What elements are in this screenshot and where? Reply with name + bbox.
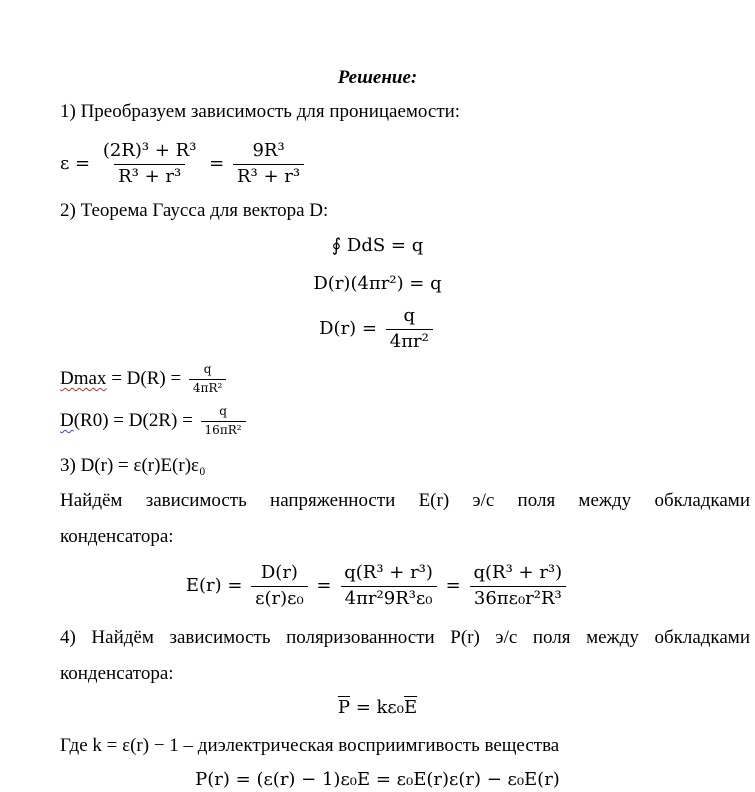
dr0-num: q (219, 404, 227, 419)
e-f3-den: 36πε₀r²R³ (470, 586, 566, 610)
dr0-line (60, 404, 249, 438)
dmax-fraction (189, 363, 226, 396)
d-of-r-den: 4πr² (386, 329, 433, 353)
dr0-den: 16πR² (201, 421, 246, 438)
step1-frac2-den: R³ + r³ (233, 164, 304, 188)
step1-equation (60, 138, 307, 190)
susceptibility-line: Где k = ε(r) − 1 – диэлектрическая восприимгивость вещества (60, 735, 560, 756)
dmax-line (60, 362, 229, 396)
e-f2-num: q(R³ + r³) (344, 561, 433, 583)
step3-paragraph-line1: Найдём зависимость напряженности E(r) э/с поля между обкладками (60, 490, 750, 511)
dr0-rest: (R0) = D(2R) = (73, 410, 198, 431)
e-lhs: E(r) = (185, 575, 243, 596)
e-f2-den: 4πr²9R³ε₀ (341, 586, 437, 610)
d-of-r-fraction (386, 306, 433, 352)
d-of-r-num: q (403, 305, 416, 326)
e-f3-num: q(R³ + r³) (473, 561, 563, 583)
step3-text: 3) D(r) = ε(r)E(r)ε₀ (60, 455, 206, 476)
step1-frac2-num: 9R³ (252, 139, 285, 161)
polarization-equation (0, 696, 755, 720)
e-f1-den: ε(r)ε₀ (251, 586, 308, 610)
d-of-r-lhs: D(r) = (319, 318, 378, 340)
gauss-sphere: D(r)(4πr²) = q (313, 273, 442, 294)
step1-fraction-1 (99, 141, 201, 187)
d-of-r-equation (0, 306, 755, 352)
p-mid: = kε₀ (350, 697, 404, 718)
e-fraction-2 (340, 563, 437, 609)
step1-text: 1) Преобразуем зависимость для проницаемости: (60, 101, 461, 122)
e-vector: $\overline{E}$ (403, 697, 418, 718)
solution-heading: Решение: (337, 67, 418, 88)
dmax-num: q (203, 362, 212, 377)
step3-paragraph-line2: конденсатора: (60, 526, 174, 547)
step1-frac1-den: R³ + r³ (114, 164, 185, 188)
e-fraction-3 (469, 563, 566, 609)
e-of-r-equation (0, 560, 755, 612)
step1-equals: = (209, 153, 225, 174)
step1-lhs: ε = (60, 153, 91, 174)
dmax-den: 4πR² (189, 379, 226, 396)
step4-paragraph-line1: 4) Найдём зависимость поляризованности P(r) э/с поля между обкладками (60, 627, 750, 648)
e-equals-2: = (445, 575, 461, 596)
dmax-word: Dmax (60, 368, 107, 389)
step2-text: 2) Теорема Гаусса для вектора D: (60, 200, 329, 221)
dmax-mid: = D(R) = (106, 368, 186, 389)
step1-frac1-num: (2R)³ + R³ (102, 139, 197, 161)
dr0-fraction (201, 405, 246, 438)
gauss-integral: ∮ DdS = q (331, 235, 424, 256)
last-equation: P(r) = (ε(r) − 1)ε₀E = ε₀E(r)ε(r) − ε₀E(r) (195, 769, 560, 790)
e-equals-1: = (316, 575, 332, 596)
dr0-word: D (60, 410, 74, 431)
e-f1-num: D(r) (260, 561, 298, 583)
step1-fraction-2 (233, 141, 304, 187)
step4-paragraph-line2: конденсатора: (60, 663, 174, 684)
p-vector: $\overline{P}$ (337, 697, 350, 718)
e-fraction-1 (251, 563, 308, 609)
